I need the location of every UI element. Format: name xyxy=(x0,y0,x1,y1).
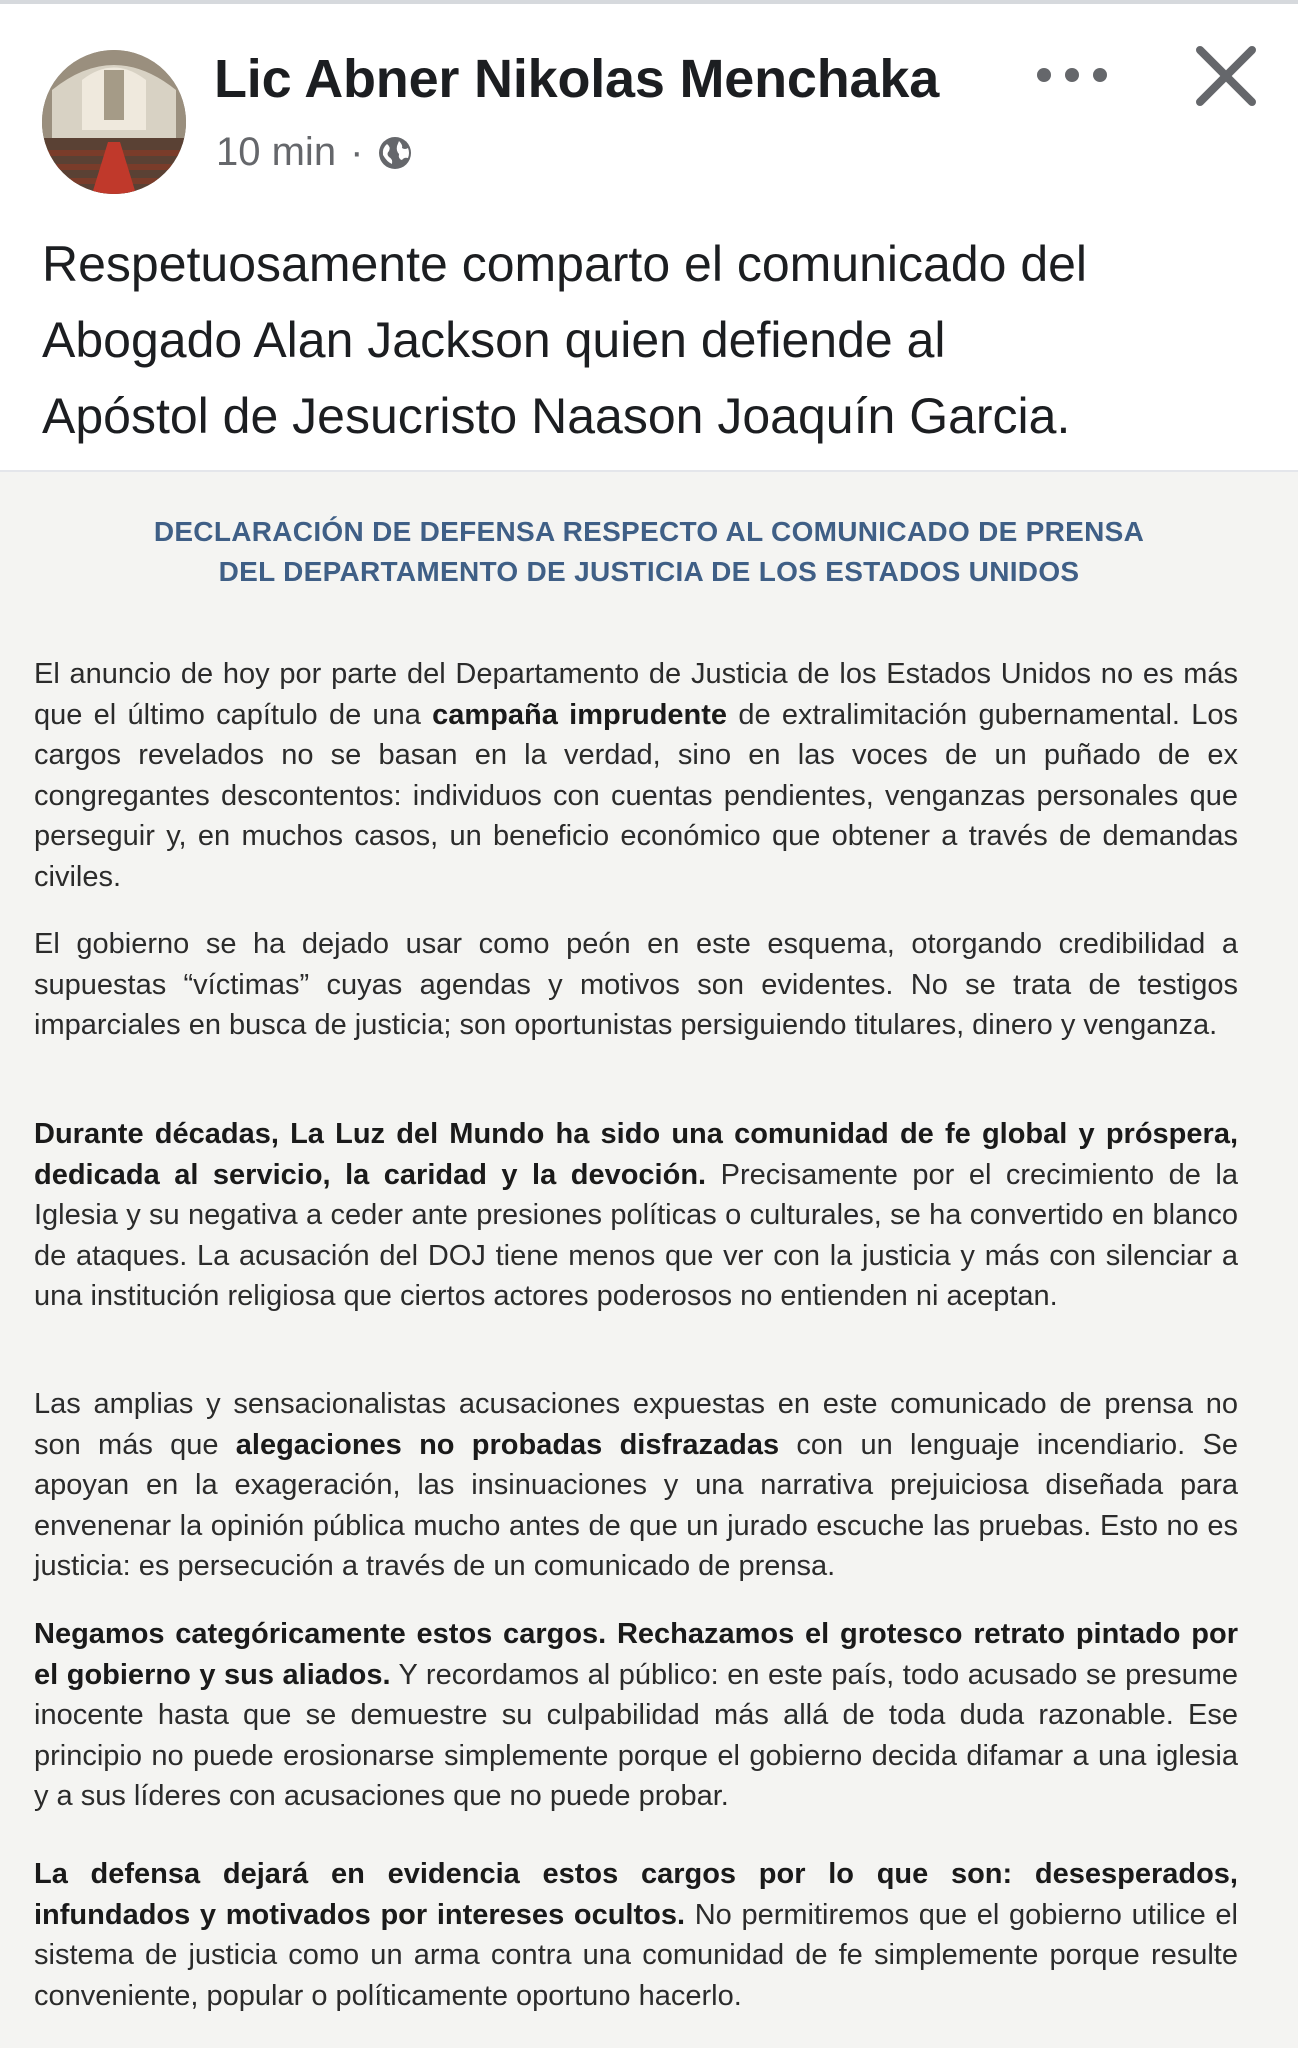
paragraph-text: con un lenguaje incendiario. Se apoyan en la exageración, las insinuaciones y una narrativa prejuiciosa diseñada para envenenar la opinión pública mucho antes de que un jurado escuche las pruebas. Esto no es justicia: es persecución a través de un comunicado de prensa. xyxy=(34,1428,1238,1582)
document-heading xyxy=(0,512,1298,592)
meta-separator: · xyxy=(350,130,364,174)
post-text xyxy=(42,226,1282,454)
paragraph-bold-text: Durante décadas, La Luz del Mundo ha sido una comunidad de fe global y próspera, dedicada al servicio, la caridad y la devoción. xyxy=(34,1118,1238,1191)
document-heading-line: DEL DEPARTAMENTO DE JUSTICIA DE LOS ESTADOS UNIDOS xyxy=(218,556,1080,587)
paragraph-text: Precisamente por el crecimiento de la Iglesia y su negativa a ceder ante presiones políticas o culturales, se ha convertido en blanco de ataques. La acusación del DOJ tiene menos que ver con la justicia y más con silenciar a una institución religiosa que ciertos actores poderosos no entienden ni aceptan. xyxy=(34,1158,1238,1312)
paragraph-text: Y recordamos al público: en este país, todo acusado se presume inocente hasta que se demuestre su culpabilidad más allá de toda duda razonable. Ese principio no puede erosionarse simplemente porque el gobierno decida difamar a una iglesia y a sus líderes con acusaciones que no puede probar. xyxy=(34,1658,1238,1812)
document-paragraph xyxy=(34,1854,1238,2016)
top-border xyxy=(0,0,1298,4)
avatar-image xyxy=(42,50,186,194)
post-meta xyxy=(216,130,415,175)
more-options-button[interactable] xyxy=(1030,55,1114,95)
paragraph-bold-text: Negamos categóricamente estos cargos. Rechazamos el grotesco retrato pintado por el gobierno y sus aliados. xyxy=(34,1618,1238,1691)
document-paragraph xyxy=(34,1614,1238,1817)
globe-icon xyxy=(375,133,415,173)
paragraph-bold-text: campaña imprudente xyxy=(432,698,728,731)
paragraph-text: Las amplias y sensacionalistas acusaciones expuestas en este comunicado de prensa no son más que xyxy=(34,1388,1238,1461)
paragraph-text: El anuncio de hoy por parte del Departamento de Justicia de los Estados Unidos no es más que el último capítulo de una xyxy=(34,658,1238,731)
document-paragraph xyxy=(34,924,1238,1046)
post-text-line: Respetuosamente comparto el comunicado del xyxy=(42,236,1088,292)
author-name[interactable]: Lic Abner Nikolas Menchaka xyxy=(214,49,940,109)
avatar[interactable] xyxy=(42,50,186,194)
more-horizontal-icon xyxy=(1030,65,1114,85)
paragraph-text: No permitiremos que el gobierno utilice el sistema de justicia como un arma contra una comunidad de fe simplemente porque resulte conveniente, popular o políticamente oportuno hacerlo. xyxy=(34,1898,1238,2012)
document-paragraph xyxy=(34,1114,1238,1317)
document-paragraph xyxy=(34,654,1238,897)
document-heading-line: DECLARACIÓN DE DEFENSA RESPECTO AL COMUNICADO DE PRENSA xyxy=(153,516,1145,547)
document-paragraph xyxy=(34,1384,1238,1587)
paragraph-bold-text: La defensa dejará en evidencia estos cargos por lo que son: desesperados, infundados y motivados por intereses ocultos. xyxy=(34,1858,1238,1931)
paragraph-bold-text: alegaciones no probadas disfrazadas xyxy=(235,1428,780,1461)
post-time[interactable]: 10 min xyxy=(216,130,337,174)
post-text-line: Apóstol de Jesucristo Naason Joaquín Garcia. xyxy=(42,388,1071,444)
paragraph-text: de extralimitación gubernamental. Los cargos revelados no se basan en la verdad, sino en las voces de un puñado de ex congregantes descontentos: individuos con cuentas pendientes, venganzas personales que perseguir y, en muchos casos, un beneficio económico que obtener a través de demandas civiles. xyxy=(34,698,1238,893)
attached-document-image[interactable] xyxy=(0,472,1298,2048)
paragraph-text: El gobierno se ha dejado usar como peón en este esquema, otorgando credibilidad a supuestas “víctimas” cuyas agendas y motivos son evidentes. No se trata de testigos imparciales en busca de justicia; son oportunistas persiguiendo titulares, dinero y venganza. xyxy=(34,928,1238,1041)
close-button[interactable] xyxy=(1186,36,1266,116)
post-text-line: Abogado Alan Jackson quien defiende al xyxy=(42,312,946,368)
close-icon xyxy=(1186,36,1266,116)
